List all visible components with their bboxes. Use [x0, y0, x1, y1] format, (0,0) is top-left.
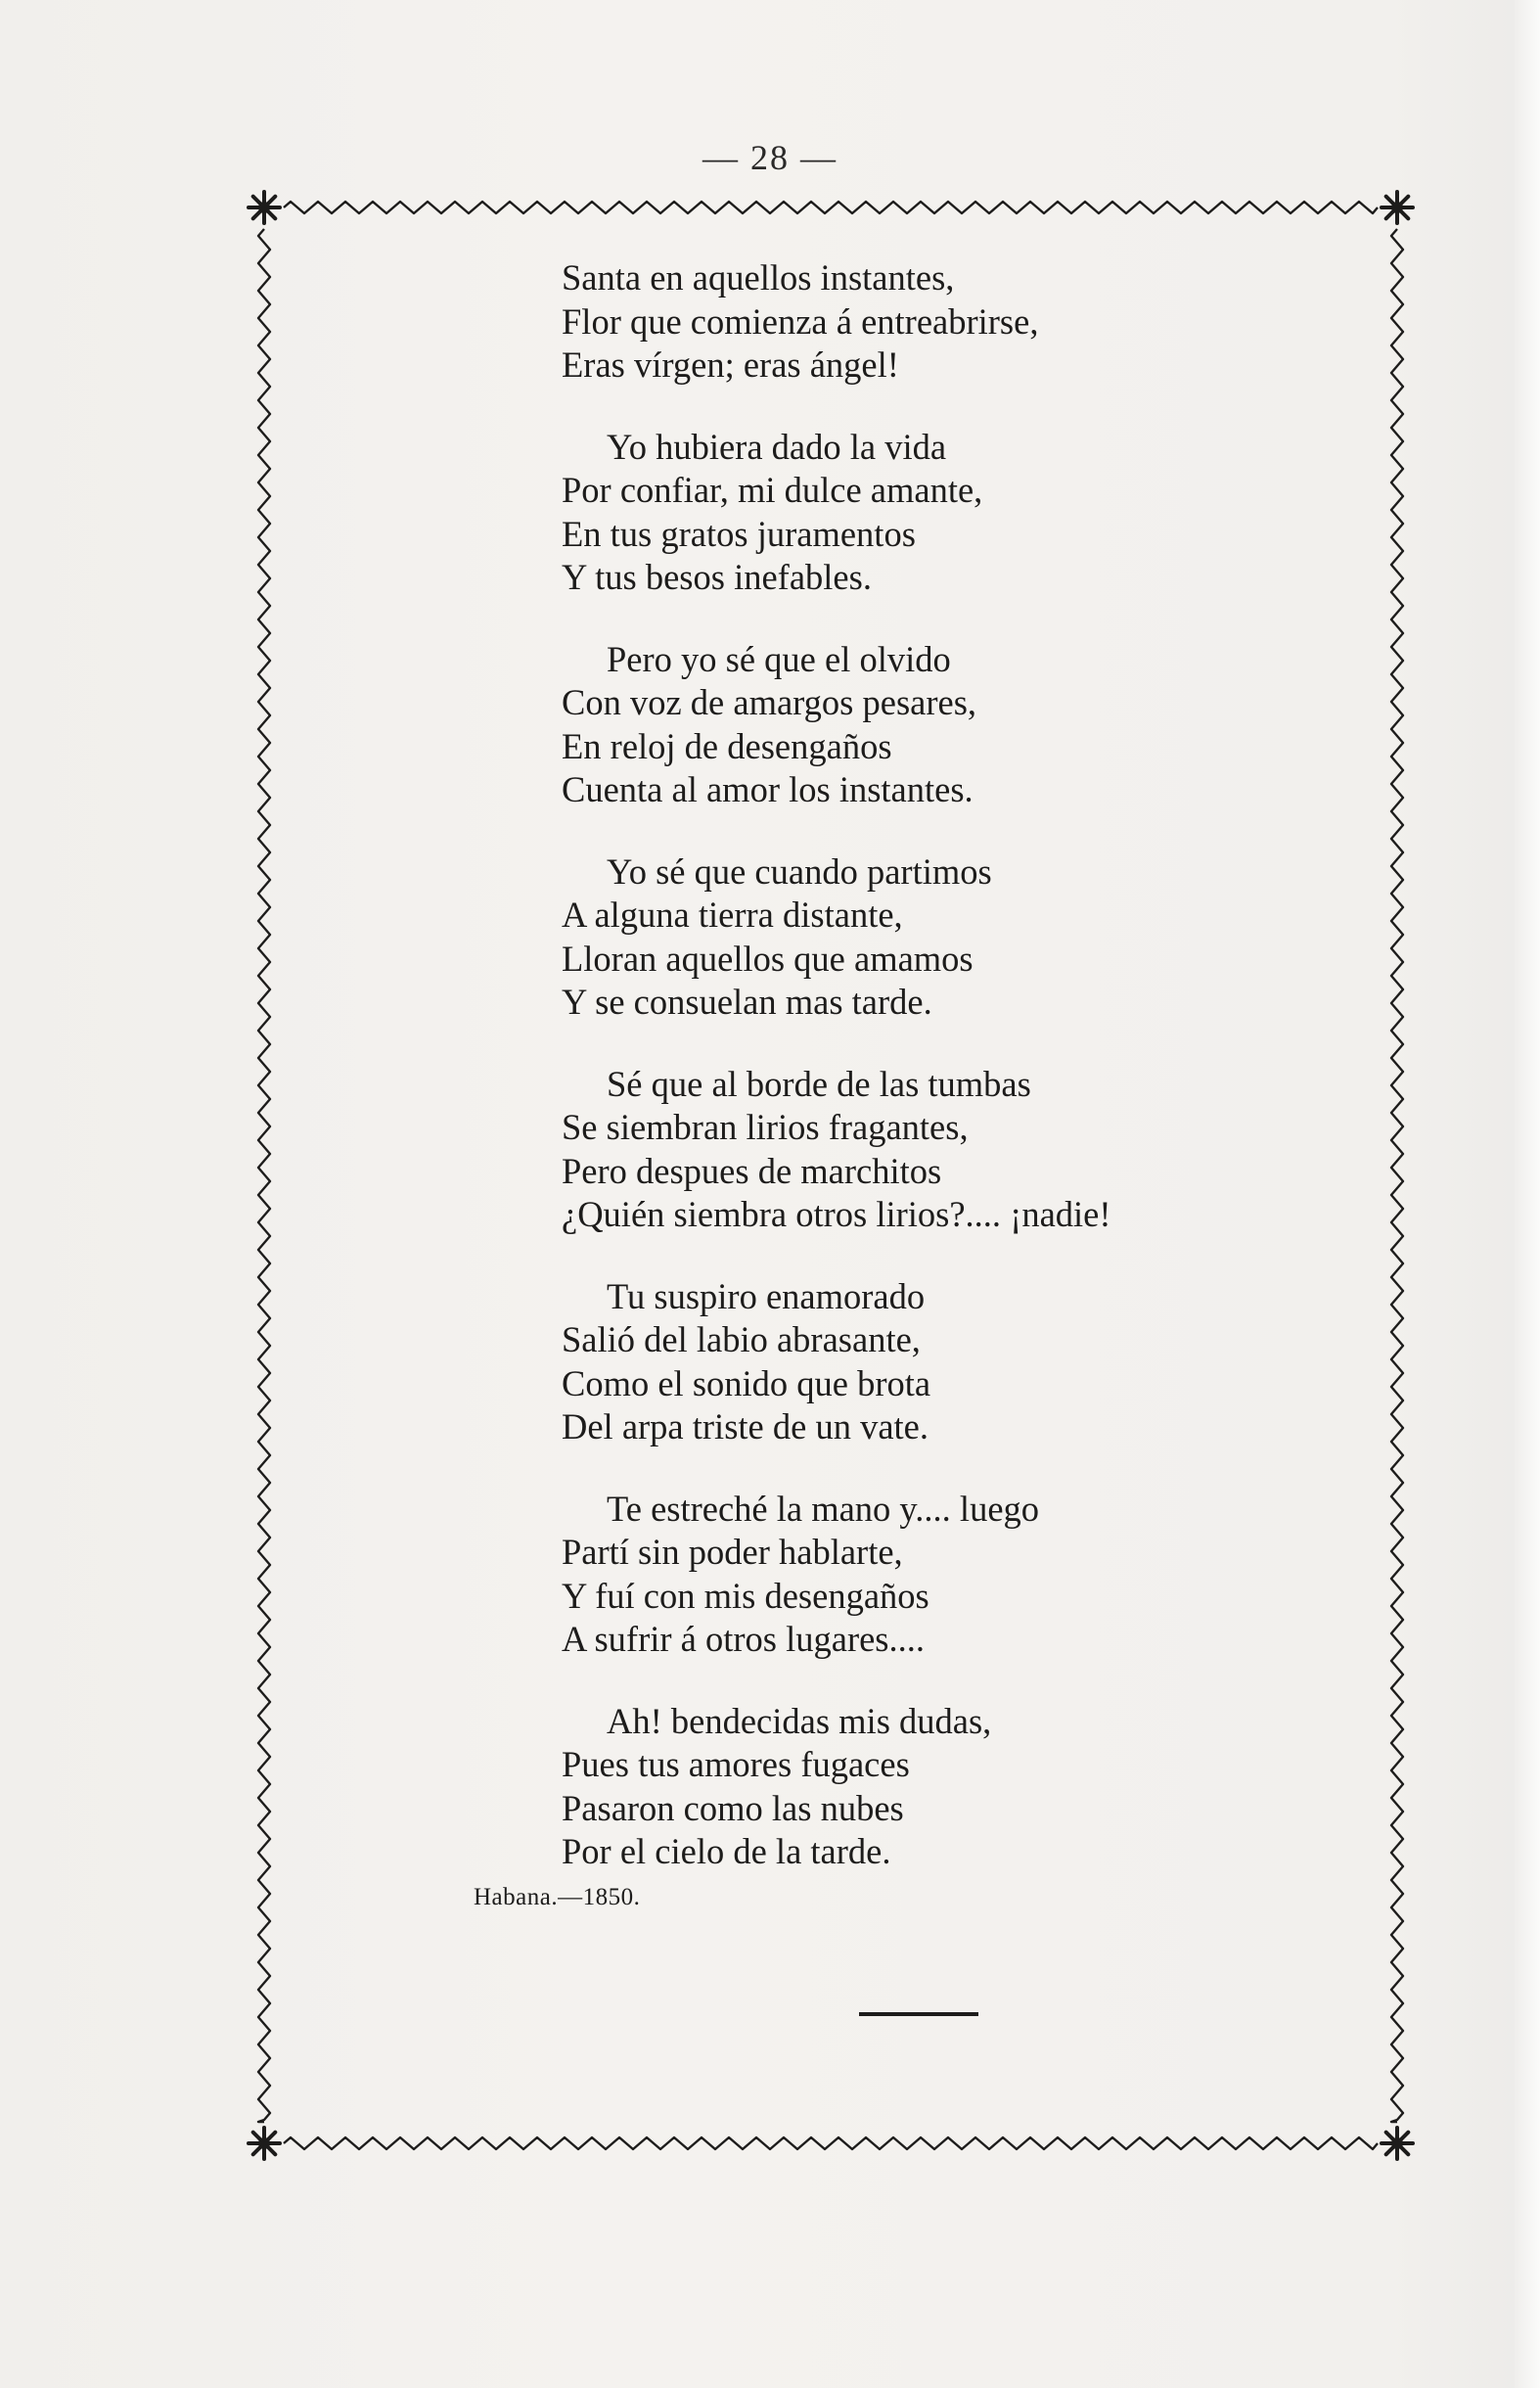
poem-line: Y se consuelan mas tarde. [562, 982, 932, 1022]
poem-line: Tu suspiro enamorado [607, 1275, 926, 1316]
poem-line: Se siembran lirios fragantes, [562, 1107, 969, 1147]
place-date-signature: Habana.—1850. [474, 1884, 641, 1910]
poem-line: Santa en aquellos instantes, [562, 257, 955, 298]
poem-line: Sé que al borde de las tumbas [607, 1063, 1031, 1104]
poem-line: Y tus besos inefables. [562, 557, 872, 597]
poem-line: Yo sé que cuando partimos [607, 850, 992, 892]
poem-line: Del arpa triste de un vate. [562, 1406, 929, 1447]
stanza [562, 426, 1305, 600]
poem-line: Ah! bendecidas mis dudas, [607, 1700, 992, 1741]
poem-body [562, 256, 1305, 1912]
poem-line: Eras vírgen; eras ángel! [562, 344, 899, 385]
border-right-wave [1391, 229, 1403, 2122]
poem-line: Lloran aquellos que amamos [562, 938, 974, 979]
stanza [562, 256, 1305, 388]
poem-line: Y fuí con mis desengaños [562, 1575, 929, 1616]
poem-line: Cuenta al amor los instantes. [562, 769, 974, 809]
poem-line: A alguna tierra distante, [562, 895, 903, 935]
poem-line: ¿Quién siembra otros lirios?.... ¡nadie! [562, 1194, 1111, 1234]
poem-line: Te estreché la mano y.... luego [607, 1488, 1040, 1529]
stanza [562, 1275, 1305, 1449]
poem-line: Con voz de amargos pesares, [562, 682, 977, 722]
stanza [562, 638, 1305, 812]
page-number: — 28 — [702, 138, 838, 177]
poem-line: Por el cielo de la tarde. [562, 1831, 891, 1871]
asterisk-star-icon [249, 2128, 280, 2159]
poem-line: En tus gratos juramentos [562, 513, 916, 554]
poem-line: Yo hubiera dado la vida [607, 426, 947, 467]
asterisk-star-icon [1381, 2128, 1413, 2159]
asterisk-star-icon [249, 192, 280, 223]
poem-line: Partí sin poder hablarte, [562, 1532, 903, 1572]
poem-line: En reloj de desengaños [562, 725, 892, 766]
poem-line: Pues tus amores fugaces [562, 1744, 910, 1784]
stanza [562, 1063, 1305, 1237]
poem-line: Pero yo sé que el olvido [607, 638, 951, 679]
poem-line: Flor que comienza á entreabrirse, [562, 300, 1039, 342]
poem-line: Por confiar, mi dulce amante, [562, 470, 983, 510]
poem-line: Salió del labio abrasante, [562, 1319, 921, 1359]
stanza [562, 850, 1305, 1025]
border-bottom-wave [284, 2137, 1378, 2149]
border-left-wave [258, 229, 270, 2122]
poem-line: Como el sonido que brota [562, 1362, 931, 1403]
end-rule [859, 2012, 978, 2016]
stanza [562, 1700, 1305, 1874]
poem-line: Pasaron como las nubes [562, 1787, 904, 1828]
border-top-wave [284, 202, 1378, 213]
stanza [562, 1488, 1305, 1662]
poem-line: Pero despues de marchitos [562, 1150, 942, 1191]
poem-line: A sufrir á otros lugares.... [562, 1619, 926, 1659]
asterisk-star-icon [1381, 192, 1413, 223]
